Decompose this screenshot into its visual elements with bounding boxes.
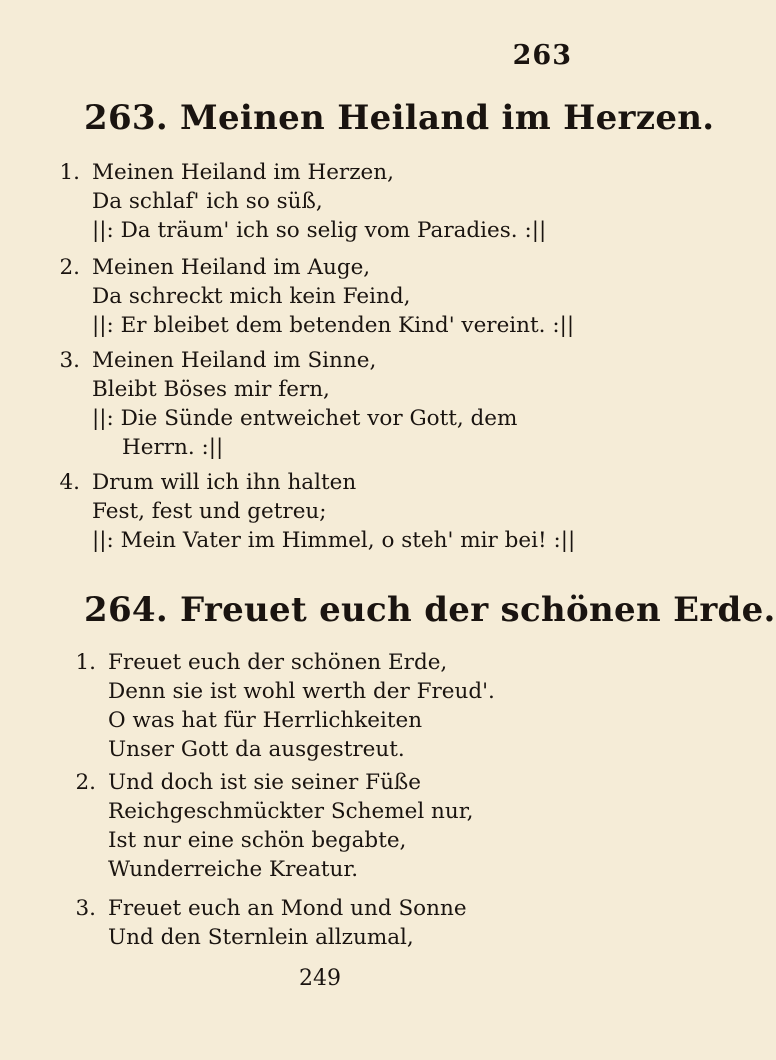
hymn-264-verse-3 [64, 894, 592, 952]
page-number: 263 [512, 40, 572, 71]
verse-line: Drum will ich ihn halten [92, 470, 357, 495]
verse-line: Und den Sternlein allzumal, [108, 925, 414, 950]
hymn-title-263 [84, 98, 714, 138]
verse-line: O was hat für Herrlichkeiten [108, 708, 423, 733]
verse-line: Da schreckt mich kein Feind, [92, 284, 411, 309]
verse-number: 3. [59, 348, 80, 373]
verse-line: ||: Da träum' ich so selig vom Paradies. :|| [92, 218, 547, 243]
verse-line: Meinen Heiland im Sinne, [92, 348, 377, 373]
verse-line: Wunderreiche Kreatur. [108, 857, 359, 882]
verse-line: Meinen Heiland im Auge, [92, 255, 371, 280]
hymn-title-text: Freuet euch der schönen Erde. [180, 590, 776, 630]
hymn-number: 264. [84, 590, 169, 630]
verse-line: Meinen Heiland im Herzen, [92, 160, 394, 185]
hymn-title-text: Meinen Heiland im Herzen. [180, 98, 715, 138]
hymn-number: 263. [84, 98, 169, 138]
verse-line: Herrn. :|| [122, 435, 224, 460]
verse-line: Fest, fest und getreu; [92, 499, 327, 524]
verse-line: Reichgeschmückter Schemel nur, [108, 799, 474, 824]
hymn-264-verse-2 [64, 768, 592, 884]
verse-number: 2. [59, 255, 80, 280]
hymn-263-verse-4 [48, 468, 592, 555]
verse-line: Und doch ist sie seiner Füße [108, 770, 422, 795]
hymn-263-verse-1 [48, 158, 592, 245]
verse-number: 3. [75, 896, 96, 921]
verse-number: 1. [75, 650, 96, 675]
verse-line: ||: Er bleibet dem betenden Kind' vereint. :|| [92, 313, 575, 338]
verse-number: 2. [75, 770, 96, 795]
hymn-title-264 [84, 590, 776, 630]
verse-number: 1. [59, 160, 80, 185]
verse-line: Denn sie ist wohl werth der Freud'. [108, 679, 495, 704]
verse-line: Unser Gott da ausgestreut. [108, 737, 405, 762]
verse-line: Da schlaf' ich so süß, [92, 189, 323, 214]
hymn-263-verse-2 [48, 253, 592, 340]
hymn-263-verse-3 [48, 346, 592, 462]
verse-line: Freuet euch an Mond und Sonne [108, 896, 467, 921]
verse-line: Ist nur eine schön begabte, [108, 828, 407, 853]
verse-number: 4. [59, 470, 80, 495]
footer-page-number: 249 [299, 966, 341, 991]
verse-line: Freuet euch der schönen Erde, [108, 650, 448, 675]
verse-line: ||: Mein Vater im Himmel, o steh' mir bei! :|| [92, 528, 576, 553]
verse-line: ||: Die Sünde entweichet vor Gott, dem [92, 406, 518, 431]
verse-line: Bleibt Böses mir fern, [92, 377, 330, 402]
hymn-264-verse-1 [64, 648, 592, 764]
